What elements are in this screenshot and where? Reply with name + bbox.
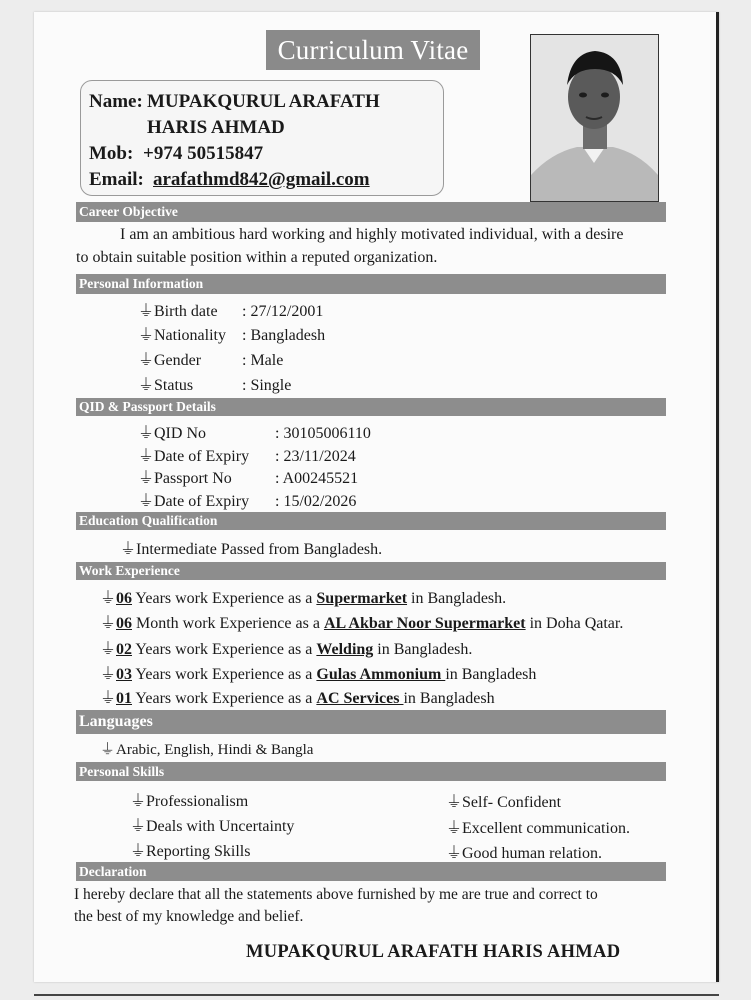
section-career-objective: Career Objective [76, 202, 666, 222]
work-item: ⏚01 Years work Experience as a AC Services in Bangladesh [100, 685, 495, 708]
section-personal-info: Personal Information [76, 274, 666, 294]
section-personal-skills: Personal Skills [76, 762, 666, 781]
arrow-down-icon: ⏚ [100, 690, 117, 707]
mob-number: +974 50515847 [143, 143, 264, 164]
section-work-experience: Work Experience [76, 562, 666, 580]
skill-left: ⏚Reporting Skills [130, 838, 250, 861]
work-item: ⏚03 Years work Experience as a Gulas Ammonium in Bangladesh [100, 661, 536, 684]
arrow-down-icon: ⏚ [138, 327, 155, 344]
arrow-down-icon: ⏚ [130, 818, 147, 835]
profile-photo [530, 34, 659, 202]
work-item: ⏚06 Month work Experience as a AL Akbar Noor Supermarket in Doha Qatar. [100, 610, 623, 633]
work-item: ⏚06 Years work Experience as a Supermarket in Bangladesh. [100, 585, 506, 608]
arrow-down-icon: ⏚ [130, 843, 147, 860]
personal-birth-date: ⏚Birth date : 27/12/2001 [138, 298, 323, 321]
arrow-down-icon: ⏚ [100, 615, 117, 632]
page-bottom-rule [34, 994, 719, 996]
arrow-down-icon: ⏚ [120, 541, 137, 558]
career-text-line-1: I am an ambitious hard working and highly motivated individual, with a desire [120, 226, 624, 243]
arrow-down-icon: ⏚ [446, 820, 463, 837]
arrow-down-icon: ⏚ [138, 303, 155, 320]
arrow-down-icon: ⏚ [138, 377, 155, 394]
qid-expiry: ⏚Date of Expiry : 23/11/2024 [138, 443, 356, 466]
name-line-1: MUPAKQURUL ARAFATH [147, 91, 380, 112]
work-item: ⏚02 Years work Experience as a Welding in Bangladesh. [100, 636, 472, 659]
cv-page [34, 12, 719, 982]
arrow-down-icon: ⏚ [446, 794, 463, 811]
signature-name: MUPAKQURUL ARAFATH HARIS AHMAD [246, 942, 621, 962]
personal-gender: ⏚Gender : Male [138, 347, 283, 370]
arrow-down-icon: ⏚ [446, 845, 463, 862]
arrow-down-icon: ⏚ [138, 470, 155, 487]
name-label: Name: [89, 91, 143, 112]
section-declaration: Declaration [76, 862, 666, 881]
contact-box [80, 80, 444, 196]
personal-status: ⏚Status : Single [138, 372, 291, 395]
arrow-down-icon: ⏚ [138, 425, 155, 442]
skill-right: ⏚Good human relation. [446, 840, 602, 863]
mob-label: Mob: [89, 143, 134, 164]
arrow-down-icon: ⏚ [100, 742, 116, 758]
career-text-line-2: to obtain suitable position within a reputed organization. [76, 249, 438, 266]
arrow-down-icon: ⏚ [100, 590, 117, 607]
declaration-line-1: I hereby declare that all the statements above furnished by me are true and correct to [74, 886, 598, 903]
email-address[interactable]: arafathmd842@gmail.com [153, 169, 370, 190]
arrow-down-icon: ⏚ [138, 493, 155, 510]
skill-left: ⏚Professionalism [130, 788, 248, 811]
skill-right: ⏚Self- Confident [446, 789, 561, 812]
name-line-2: HARIS AHMAD [147, 117, 285, 138]
passport-expiry: ⏚Date of Expiry : 15/02/2026 [138, 488, 356, 511]
arrow-down-icon: ⏚ [100, 641, 117, 658]
section-qid-passport: QID & Passport Details [76, 398, 666, 416]
languages-item: ⏚Arabic, English, Hindi & Bangla [100, 738, 313, 759]
person-photo-icon [531, 35, 658, 201]
qid-number: ⏚QID No : 30105006110 [138, 420, 371, 443]
section-languages: Languages [76, 710, 666, 734]
arrow-down-icon: ⏚ [100, 666, 117, 683]
email-label: Email: [89, 169, 144, 190]
arrow-down-icon: ⏚ [138, 352, 155, 369]
declaration-line-2: the best of my knowledge and belief. [74, 908, 304, 925]
section-education: Education Qualification [76, 512, 666, 530]
arrow-down-icon: ⏚ [130, 793, 147, 810]
cv-title: Curriculum Vitae [266, 30, 480, 70]
skill-left: ⏚Deals with Uncertainty [130, 813, 294, 836]
personal-nationality: ⏚Nationality : Bangladesh [138, 322, 325, 345]
arrow-down-icon: ⏚ [138, 448, 155, 465]
education-item: ⏚Intermediate Passed from Bangladesh. [120, 536, 382, 559]
passport-number: ⏚Passport No : A00245521 [138, 465, 358, 488]
skill-right: ⏚Excellent communication. [446, 815, 630, 838]
